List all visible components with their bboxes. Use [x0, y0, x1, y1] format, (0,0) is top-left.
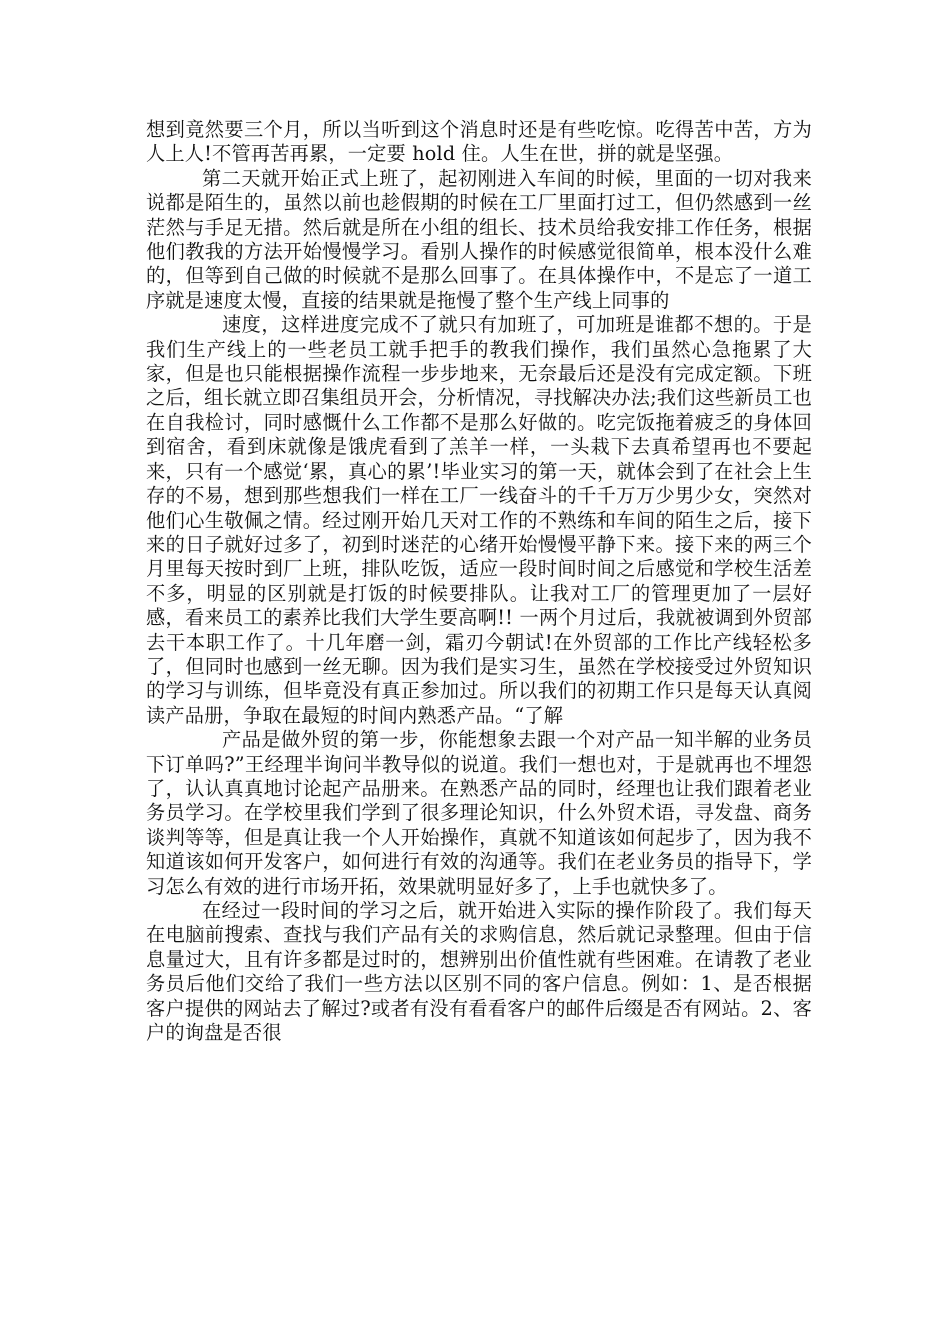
paragraph-3: 速度，这样进度完成不了就只有加班了，可加班是谁都不想的。于是我们生产线上的一些老员工就手把手的教我们操作，我们虽然心急拖累了大家，但是也只能根据操作流程一步步地来，无奈最后还是没有完成定额。下班之后，组长就立即召集组员开会，分析情况，寻找解决办法;我们这些新员工也在自我检讨，同时感慨什么工作都不是那么好做的。吃完饭拖着疲乏的身体回到宿舍，看到床就像是饿虎看到了羔羊一样，一头栽下去真希望再也不要起来，只有一个感觉‘累，真心的累’!毕业实习的第一天，就体会到了在社会上生存的不易，想到那些想我们一样在工厂一线奋斗的千千万万少男少女，突然对他们心生敬佩之情。经过刚开始几天对工作的不熟练和车间的陌生之后，接下来的日子就好过多了，初到时迷茫的心绪开始慢慢平静下来。接下来的两三个月里每天按时到厂上班，排队吃饭，适应一段时间时间之后感觉和学校生活差不多，明显的区别就是打饭的时候要排队。让我对工厂的管理更加了一层好感，看来员工的素养比我们大学生要高啊!! 一两个月过后，我就被调到外贸部去干本职工作了。十几年磨一剑，霜刃今朝试!在外贸部的工作比产线轻松多了，但同时也感到一丝无聊。因为我们是实习生，虽然在学校接受过外贸知识的学习与训练，但毕竟没有真正参加过。所以我们的初期工作只是每天认真阅读产品册，争取在最短的时间内熟悉产品。“了解 [146, 313, 812, 727]
paragraph-5: 在经过一段时间的学习之后，就开始进入实际的操作阶段了。我们每天在电脑前搜索、查找与我们产品有关的求购信息，然后就记录整理。但由于信息量过大，且有许多都是过时的，想辨别出价值性就有些困难。在请教了老业务员后他们交给了我们一些方法以区别不同的客户信息。例如：1、是否根据客户提供的网站去了解过?或者有没有看看客户的邮件后缀是否有网站。2、客户的询盘是否很 [146, 899, 812, 1045]
paragraph-2: 第二天就开始正式上班了，起初刚进入车间的时候，里面的一切对我来说都是陌生的，虽然以前也趁假期的时候在工厂里面打过工，但仍然感到一丝茫然与手足无措。然后就是所在小组的组长、技术员给我安排工作任务，根据他们教我的方法开始慢慢学习。看别人操作的时候感觉很简单，根本没什么难的，但等到自己做的时候就不是那么回事了。在具体操作中，不是忘了一道工序就是速度太慢，直接的结果就是拖慢了整个生产线上同事的 [146, 166, 812, 312]
document-body [146, 118, 812, 1045]
paragraph-1: 想到竟然要三个月，所以当听到这个消息时还是有些吃惊。吃得苦中苦，方为人上人!不管再苦再累，一定要 hold 住。人生在世，拼的就是坚强。 [146, 118, 812, 166]
paragraph-4: 产品是做外贸的第一步，你能想象去跟一个对产品一知半解的业务员下订单吗?”王经理半询问半教导似的说道。我们一想也对，于是就再也不埋怨了，认认真真地讨论起产品册来。在熟悉产品的同时，经理也让我们跟着老业务员学习。在学校里我们学到了很多理论知识，什么外贸术语，寻发盘、商务谈判等等，但是真让我一个人开始操作，真就不知道该如何起步了，因为我不知道该如何开发客户，如何进行有效的沟通等。我们在老业务员的指导下，学习怎么有效的进行市场开拓，效果就明显好多了，上手也就快多了。 [146, 728, 812, 898]
